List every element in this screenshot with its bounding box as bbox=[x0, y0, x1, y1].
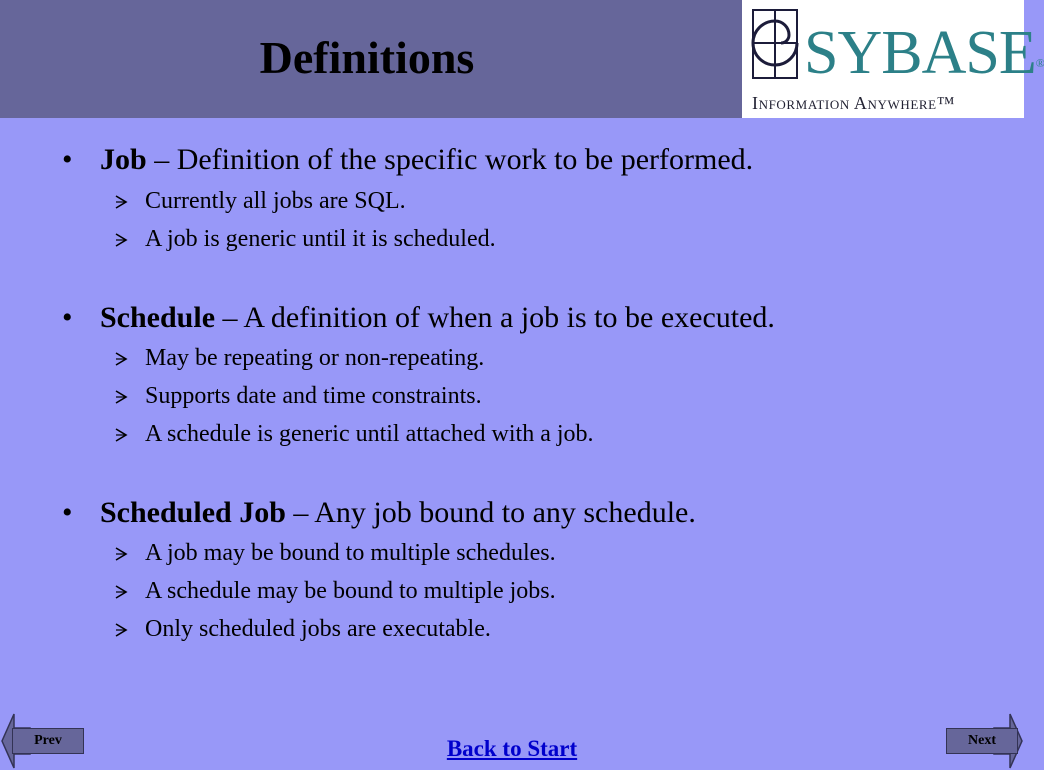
prev-button[interactable]: Prev bbox=[12, 728, 84, 754]
next-button[interactable]: Next bbox=[946, 728, 1018, 754]
bullet-dot: • bbox=[62, 143, 73, 176]
sybase-tagline: Information Anywhere™ bbox=[752, 93, 955, 113]
arrow-bullet-icon bbox=[114, 428, 128, 442]
arrow-bullet-icon bbox=[114, 195, 128, 209]
arrow-bullet-icon bbox=[114, 547, 128, 561]
bullet-text: Scheduled Job – Any job bound to any schedule. bbox=[100, 496, 696, 529]
bullet-text: Schedule – A definition of when a job is to be executed. bbox=[100, 301, 775, 334]
slide-title: Definitions bbox=[259, 32, 475, 83]
arrow-bullet-icon bbox=[114, 233, 128, 247]
arrow-bullet-icon bbox=[114, 585, 128, 599]
sybase-spiral-icon bbox=[752, 9, 798, 79]
arrow-bullet-icon bbox=[114, 623, 128, 637]
bullet-dot: • bbox=[62, 496, 73, 529]
bullet-dot: • bbox=[62, 301, 73, 334]
arrow-bullet-icon bbox=[114, 352, 128, 366]
bullet-text: Job – Definition of the specific work to be performed. bbox=[100, 143, 754, 176]
arrow-bullet-icon bbox=[114, 390, 128, 404]
back-to-start-link[interactable]: Back to Start bbox=[446, 736, 578, 761]
sybase-wordmark: SYBASE® bbox=[804, 19, 1044, 87]
